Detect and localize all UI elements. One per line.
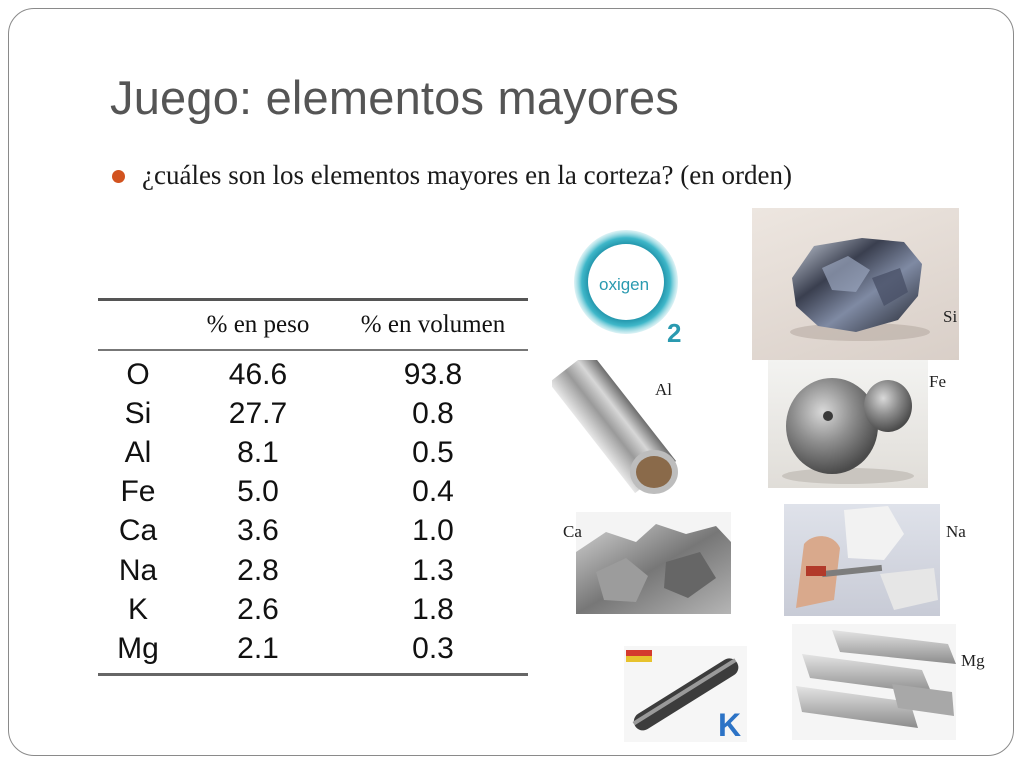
cell-volume: 0.3 (412, 631, 454, 665)
calcium-image (576, 512, 731, 614)
table-row (98, 590, 528, 629)
cell-volume: 93.8 (403, 357, 463, 391)
label-na: Na (946, 522, 966, 541)
table-row (98, 551, 528, 590)
table-row (98, 473, 528, 512)
cell-element: Ca (118, 514, 158, 548)
cell-weight: 27.7 (228, 396, 288, 430)
label-fe: Fe (929, 372, 946, 391)
bullet-dot (112, 170, 125, 183)
cell-volume: 0.8 (412, 396, 454, 430)
table-row (98, 629, 528, 674)
oxygen-logo-subscript: 2 (667, 318, 682, 348)
table-row (98, 433, 528, 472)
iron-image (768, 360, 928, 488)
slide-title: Juego: elementos mayores (110, 71, 680, 124)
cell-element: K (127, 592, 148, 626)
cell-element: Mg (117, 631, 159, 665)
header-element (98, 300, 178, 351)
cell-element: Na (118, 553, 158, 587)
table-row (98, 350, 528, 394)
cell-volume: 1.8 (412, 592, 454, 626)
potassium-image (624, 646, 747, 742)
cell-element: O (126, 357, 150, 391)
elements-table-container (98, 298, 528, 676)
cell-weight: 2.1 (237, 631, 279, 665)
elements-table (98, 298, 528, 676)
header-weight: % en peso (206, 311, 310, 338)
cell-weight: 8.1 (237, 435, 279, 469)
cell-element: Si (124, 396, 152, 430)
magnesium-image (792, 624, 956, 740)
silicon-image (752, 208, 959, 360)
label-al: Al (655, 380, 672, 399)
label-ca: Ca (563, 522, 582, 541)
header-volume: % en volumen (360, 311, 506, 338)
cell-weight: 2.8 (237, 553, 279, 587)
cell-weight: 2.6 (237, 592, 279, 626)
cell-element: Al (124, 435, 152, 469)
potassium-letter: K (718, 707, 742, 742)
cell-element: Fe (120, 475, 156, 509)
table-row (98, 512, 528, 551)
label-si: Si (943, 307, 958, 326)
table-row (98, 394, 528, 433)
cell-weight: 46.6 (228, 357, 288, 391)
table-header-row (98, 300, 528, 351)
cell-weight: 3.6 (237, 514, 279, 548)
label-mg: Mg (961, 651, 985, 670)
cell-weight: 5.0 (237, 475, 279, 509)
cell-volume: 1.0 (412, 514, 454, 548)
oxygen-logo-text: oxigen (599, 275, 650, 294)
cell-volume: 0.4 (412, 475, 454, 509)
sodium-image (784, 504, 940, 616)
cell-volume: 1.3 (412, 553, 454, 587)
oxygen-logo-image (563, 222, 693, 348)
bullet-text: ¿cuáles son los elementos mayores en la corteza? (en orden) (142, 160, 792, 190)
cell-volume: 0.5 (412, 435, 454, 469)
